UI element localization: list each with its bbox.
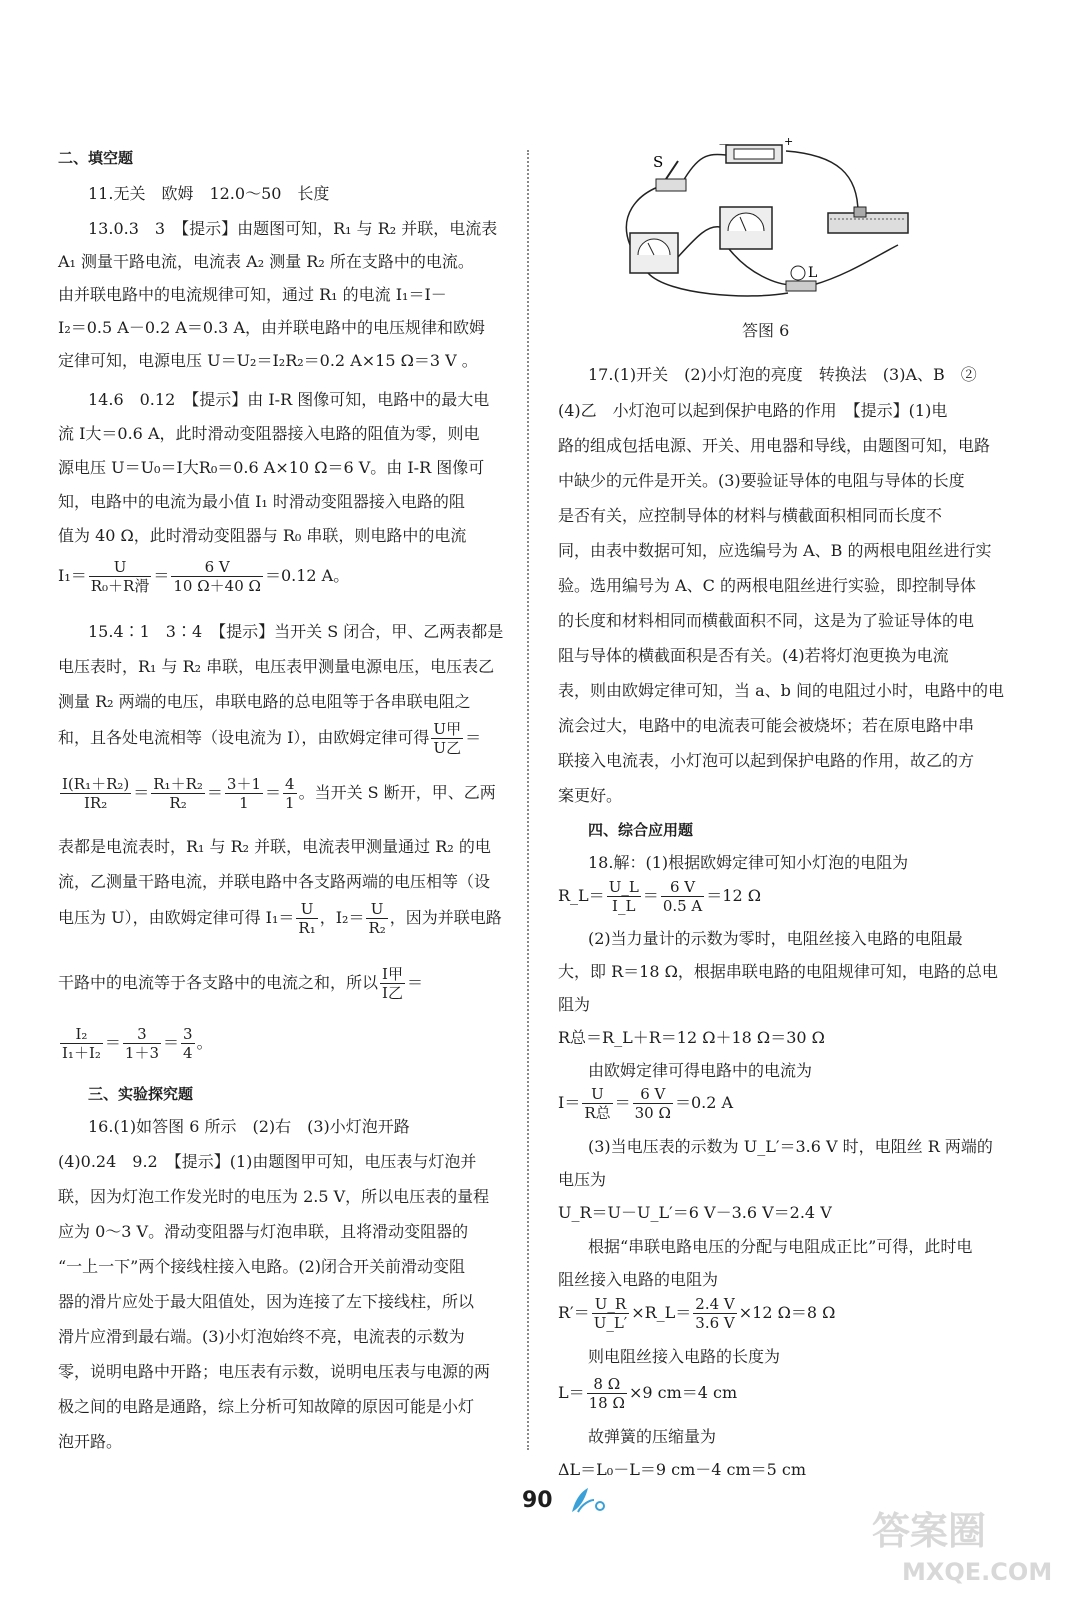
denominator: R总 bbox=[584, 1104, 611, 1122]
watermark bbox=[862, 1500, 1072, 1595]
numerator: U bbox=[582, 1085, 612, 1104]
section-heading-experiment: 三、实验探究题 bbox=[88, 1085, 194, 1103]
formula-text: 干路中的电流等于各支路中的电流之和，所以 bbox=[58, 973, 379, 992]
denominator: 1 bbox=[239, 794, 249, 812]
numerator: U甲 bbox=[433, 720, 462, 738]
answer-13-line: 由并联电路中的电流规律可知，通过 R₁ 的电流 I₁＝I－ bbox=[58, 285, 447, 304]
wire bbox=[813, 245, 898, 285]
formula-text: ，I₂＝ bbox=[319, 908, 365, 927]
switch-label: S bbox=[653, 153, 664, 171]
numerator: 3 bbox=[123, 1025, 161, 1044]
watermark-bottom: MXQE.COM bbox=[902, 1558, 1053, 1586]
denominator: 3.6 V bbox=[695, 1314, 735, 1332]
swirl bbox=[596, 1502, 604, 1510]
wire bbox=[682, 154, 726, 183]
answer-16-line: 极之间的电路是通路，综上分析可知故障的原因可能是小灯 bbox=[58, 1397, 475, 1416]
answer-17-line: 流会过大，电路中的电流表可能会被烧坏；若在原电路中串 bbox=[558, 716, 975, 735]
denominator: 4 bbox=[183, 1044, 193, 1062]
numerator: U bbox=[89, 558, 152, 577]
answer-18-line: 故弹簧的压缩量为 bbox=[588, 1427, 717, 1446]
switch-lever bbox=[666, 161, 678, 179]
numerator: 4 bbox=[285, 775, 295, 793]
fraction bbox=[582, 1085, 612, 1122]
answer-18-line: 则电阻丝接入电路的长度为 bbox=[588, 1347, 781, 1366]
denominator: 0.5 A bbox=[662, 897, 703, 915]
formula-15d bbox=[58, 965, 423, 1002]
answer-17-line: 验。选用编号为 A、C 的两根电阻丝进行实验，即控制导体 bbox=[558, 576, 976, 595]
numerator: I(R₁＋R₂) bbox=[62, 775, 130, 793]
figure-caption: 答图 6 bbox=[742, 321, 790, 340]
denominator: 1 bbox=[285, 794, 295, 812]
formula-text: I₁＝ bbox=[58, 566, 87, 585]
page-number: 90 bbox=[522, 1488, 553, 1513]
answer-13-line: A₁ 测量干路电流，电流表 A₂ 测量 R₂ 所在支路中的电流。 bbox=[58, 252, 474, 271]
formula-text: ×9 cm＝4 cm bbox=[628, 1383, 738, 1402]
fraction bbox=[633, 1085, 673, 1122]
fraction bbox=[60, 1025, 103, 1062]
leaf-swirl-icon bbox=[568, 1486, 608, 1516]
answer-14-line: 值为 40 Ω，此时滑动变阻器与 R₀ 串联，则电路中的电流 bbox=[58, 526, 467, 545]
switch bbox=[656, 179, 686, 191]
answer-16-line: 滑片应滑到最右端。(3)小灯泡始终不亮，电流表的示数为 bbox=[58, 1327, 465, 1346]
denominator: I_L bbox=[612, 897, 636, 915]
formula-text: ×12 Ω＝8 Ω bbox=[738, 1303, 836, 1322]
denominator: R₂ bbox=[368, 919, 386, 937]
answer-16-line: 零，说明电路中开路；电压表有示数，说明电压表与电源的两 bbox=[58, 1362, 491, 1381]
denominator: IR₂ bbox=[84, 794, 108, 812]
numerator: R₁＋R₂ bbox=[153, 775, 203, 793]
answer-17-line: 是否有关，应控制导体的材料与横截面积相同而长度不 bbox=[558, 506, 943, 525]
formula-18d: U_R＝U－U_L′＝6 V－3.6 V＝2.4 V bbox=[558, 1203, 832, 1222]
numerator: U bbox=[366, 900, 387, 919]
numerator: 6 V bbox=[171, 558, 263, 577]
answer-15-line: 15.4∶1 3∶4 【提示】当开关 S 闭合，甲、乙两表都是 bbox=[88, 622, 504, 641]
answer-16-line: 应为 0～3 V。滑动变阻器与灯泡串联，且将滑动变阻器的 bbox=[58, 1222, 469, 1241]
denominator: 1＋3 bbox=[124, 1044, 159, 1062]
wire bbox=[678, 227, 720, 257]
numerator: 8 Ω bbox=[587, 1375, 627, 1394]
rheostat bbox=[828, 213, 908, 233]
lamp-base bbox=[786, 281, 816, 291]
answer-17-line: 路的组成包括电源、开关、用电器和导线，由题图可知，电路 bbox=[558, 436, 991, 455]
rheostat-slider bbox=[854, 207, 866, 217]
fraction bbox=[60, 775, 131, 812]
formula-18f bbox=[558, 1375, 737, 1412]
wire bbox=[786, 151, 858, 213]
formula-text: ＝ bbox=[465, 728, 482, 747]
fraction bbox=[283, 775, 297, 812]
answer-16-line: 器的滑片应处于最大阻值处，因为连接了左下接线柱，所以 bbox=[58, 1292, 475, 1311]
column-divider bbox=[527, 150, 529, 1450]
answer-15-line: 电压表时，R₁ 与 R₂ 串联，电压表甲测量电源电压，电压表乙 bbox=[58, 657, 495, 676]
fraction bbox=[431, 720, 463, 757]
answer-16-line: 泡开路。 bbox=[58, 1432, 123, 1451]
formula-18g: ΔL＝L₀－L＝9 cm－4 cm＝5 cm bbox=[558, 1460, 807, 1479]
answer-14-line: 14.6 0.12 【提示】由 I-R 图像可知，电路中的最大电 bbox=[88, 390, 490, 409]
formula-text: ＝ bbox=[153, 566, 170, 585]
denominator: R₁ bbox=[298, 919, 316, 937]
denominator: I乙 bbox=[382, 984, 403, 1002]
answer-17-line: 中缺少的元件是开关。(3)要验证导体的电阻与导体的长度 bbox=[558, 471, 965, 490]
fraction bbox=[607, 878, 641, 915]
formula-text: ，因为并联电路 bbox=[389, 908, 502, 927]
numerator: 6 V bbox=[633, 1085, 673, 1104]
formula-text: 和，且各处电流相等（设电流为 I），由欧姆定律可得 bbox=[58, 728, 430, 747]
answer-13-line: 定律可知，电源电压 U＝U₂＝I₂R₂＝0.2 A×15 Ω＝3 V 。 bbox=[58, 351, 478, 370]
formula-18c bbox=[558, 1085, 733, 1122]
fraction bbox=[225, 775, 263, 812]
answer-17-line: (4)乙 小灯泡可以起到保护电路的作用 【提示】(1)电 bbox=[558, 401, 948, 420]
answer-15-line: 流，乙测量干路电流，并联电路中各支路两端的电压相等（设 bbox=[58, 872, 491, 891]
formula-text: ×R_L＝ bbox=[631, 1303, 692, 1322]
formula-text: 。当开关 S 断开，甲、乙两 bbox=[298, 783, 496, 802]
fraction bbox=[123, 1025, 161, 1062]
denominator: U乙 bbox=[433, 739, 462, 757]
answer-16-line: 联，因为灯泡工作发光时的电压为 2.5 V，所以电压表的量程 bbox=[58, 1187, 490, 1206]
answer-17-line: 17.(1)开关 (2)小灯泡的亮度 转换法 (3)A、B ② bbox=[588, 365, 977, 384]
numerator: 3＋1 bbox=[226, 775, 261, 793]
numerator: 2.4 V bbox=[695, 1295, 735, 1313]
formula-text: ＝12 Ω bbox=[706, 886, 761, 905]
denominator: 30 Ω bbox=[634, 1104, 671, 1122]
answer-13-line: 13.0.3 3 【提示】由题图可知，R₁ 与 R₂ 并联，电流表 bbox=[88, 219, 498, 238]
formula-18e bbox=[558, 1295, 835, 1332]
denominator: 18 Ω bbox=[588, 1394, 625, 1412]
fraction bbox=[296, 900, 317, 937]
watermark-top: 答案圈 bbox=[872, 1509, 987, 1553]
fraction bbox=[181, 1025, 195, 1062]
fraction bbox=[151, 775, 205, 812]
answer-11: 11.无关 欧姆 12.0～50 长度 bbox=[88, 184, 330, 203]
answer-14-line: 知，电路中的电流为最小值 I₁ 时滑动变阻器接入电路的阻 bbox=[58, 492, 465, 511]
formula-14 bbox=[58, 558, 349, 595]
section-heading-fill-blank: 二、填空题 bbox=[58, 149, 134, 167]
answer-14-line: 流 I大＝0.6 A，此时滑动变阻器接入电路的阻值为零，则电 bbox=[58, 424, 480, 443]
lamp-label: L bbox=[808, 265, 818, 281]
answer-17-line: 联接入电流表，小灯泡可以起到保护电路的作用，故乙的方 bbox=[558, 751, 975, 770]
battery-cell bbox=[734, 149, 774, 159]
formula-text: I＝ bbox=[558, 1093, 581, 1112]
answer-17-line: 阻与导体的横截面积是否有关。(4)若将灯泡更换为电流 bbox=[558, 646, 949, 665]
numerator: 3 bbox=[183, 1025, 193, 1043]
formula-15b: $\frac{\text{I(R₁＋R₂)}}{\text{IR₂}}$ ＝ $\frac{\text{R₁＋R₂}}{\text{R₂}}$ ＝ $\frac{3+1}{1}$ ＝ $\frac{4}{1}$ 。当开关 S 断开，甲、乙两 bbox=[62, 775, 496, 812]
formula-text: 。 bbox=[196, 1033, 213, 1052]
fraction bbox=[171, 558, 263, 595]
numerator: U_L bbox=[608, 878, 639, 896]
fraction bbox=[366, 900, 387, 937]
numerator: 6 V bbox=[661, 878, 704, 897]
formula-text: ＝0.2 A bbox=[674, 1093, 734, 1112]
fraction bbox=[693, 1295, 736, 1332]
denominator: R₀＋R滑 bbox=[90, 577, 150, 595]
fraction bbox=[661, 878, 704, 915]
answer-16-line: 16.(1)如答图 6 所示 (2)右 (3)小灯泡开路 bbox=[88, 1117, 410, 1136]
answer-18-line: (2)当力量计的示数为零时，电阻丝接入电路的电阻最 bbox=[588, 929, 963, 948]
formula-text: 电压为 U），由欧姆定律可得 I₁＝ bbox=[58, 908, 295, 927]
answer-17-line: 案更好。 bbox=[558, 786, 623, 805]
fraction bbox=[592, 1295, 630, 1332]
formula-text: R′＝ bbox=[558, 1303, 590, 1322]
formula-text: ＝ bbox=[642, 886, 659, 905]
formula-text: R_L＝ bbox=[558, 886, 605, 905]
formula-18b: R总＝R_L＋R＝12 Ω＋18 Ω＝30 Ω bbox=[558, 1028, 825, 1047]
answer-17-line: 同，由表中数据可知，应选编号为 A、B 的两根电阻丝进行实 bbox=[558, 541, 992, 560]
fraction bbox=[89, 558, 152, 595]
formula-text: ＝ bbox=[406, 973, 423, 992]
numerator: I甲 bbox=[382, 965, 403, 983]
formula-18a bbox=[558, 878, 761, 915]
formula-text: ＝0.12 A。 bbox=[264, 566, 350, 585]
answer-15-line: 测量 R₂ 两端的电压，串联电路的总电阻等于各串联电阻之 bbox=[58, 692, 471, 711]
answer-16-line: “一上一下”两个接线柱接入电路。(2)闭合开关前滑动变阻 bbox=[58, 1257, 466, 1276]
lamp-bulb bbox=[791, 266, 805, 280]
formula-15c bbox=[58, 900, 502, 937]
formula-text: L＝ bbox=[558, 1383, 585, 1402]
answer-18-line: 由欧姆定律可得电路中的电流为 bbox=[588, 1061, 813, 1080]
answer-13-line: I₂＝0.5 A－0.2 A＝0.3 A，由并联电路中的电压规律和欧姆 bbox=[58, 318, 485, 337]
answer-18-line: 根据“串联电路电压的分配与电阻成正比”可得，此时电 bbox=[588, 1237, 973, 1256]
answer-18-line: 18.解：(1)根据欧姆定律可知小灯泡的电阻为 bbox=[588, 853, 909, 872]
formula-text: ＝ bbox=[614, 1093, 631, 1112]
battery-minus-label: － bbox=[718, 138, 731, 152]
denominator: 10 Ω＋40 Ω bbox=[173, 577, 261, 595]
fraction bbox=[380, 965, 405, 1002]
answer-18-line: 阻为 bbox=[558, 995, 591, 1014]
denominator: I₁＋I₂ bbox=[62, 1044, 101, 1062]
answer-18-line: 大，即 R＝18 Ω，根据串联电路的电阻规律可知，电路的总电 bbox=[558, 962, 998, 981]
battery-plus-label: + bbox=[784, 135, 794, 148]
formula-15e: $\frac{\text{I₂}}{\text{I₁＋I₂}}$ ＝ $\frac{3}{1+3}$ ＝ $\frac{3}{4}$ 。 bbox=[62, 1025, 213, 1062]
answer-18-line: 阻丝接入电路的电阻为 bbox=[558, 1270, 719, 1289]
denominator: R₂ bbox=[169, 794, 187, 812]
wire bbox=[726, 245, 793, 285]
denominator: U_L′ bbox=[593, 1314, 628, 1332]
section-heading-application: 四、综合应用题 bbox=[588, 821, 694, 839]
fraction bbox=[587, 1375, 627, 1412]
numerator: U_R bbox=[592, 1295, 630, 1314]
answer-18-line: 电压为 bbox=[558, 1170, 607, 1189]
numerator: U bbox=[296, 900, 317, 919]
answer-18-line: (3)当电压表的示数为 U_L′＝3.6 V 时，电阻丝 R 两端的 bbox=[588, 1137, 993, 1156]
answer-15-line: 表都是电流表时，R₁ 与 R₂ 并联，电流表甲测量通过 R₂ 的电 bbox=[58, 837, 491, 856]
circuit-diagram bbox=[608, 135, 928, 310]
wire bbox=[648, 273, 788, 296]
answer-17-line: 表，则由欧姆定律可知，当 a、b 间的电阻过小时，电路中的电 bbox=[558, 681, 1004, 700]
answer-17-line: 的长度和材料相同而横截面积不同，这是为了验证导体的电 bbox=[558, 611, 975, 630]
answer-14-line: 源电压 U＝U₀＝I大R₀＝0.6 A×10 Ω＝6 V。由 I-R 图像可 bbox=[58, 458, 485, 477]
numerator: I₂ bbox=[60, 1025, 103, 1044]
answer-16-line: (4)0.24 9.2 【提示】(1)由题图甲可知，电压表与灯泡并 bbox=[58, 1152, 477, 1171]
formula-15a bbox=[58, 720, 481, 757]
